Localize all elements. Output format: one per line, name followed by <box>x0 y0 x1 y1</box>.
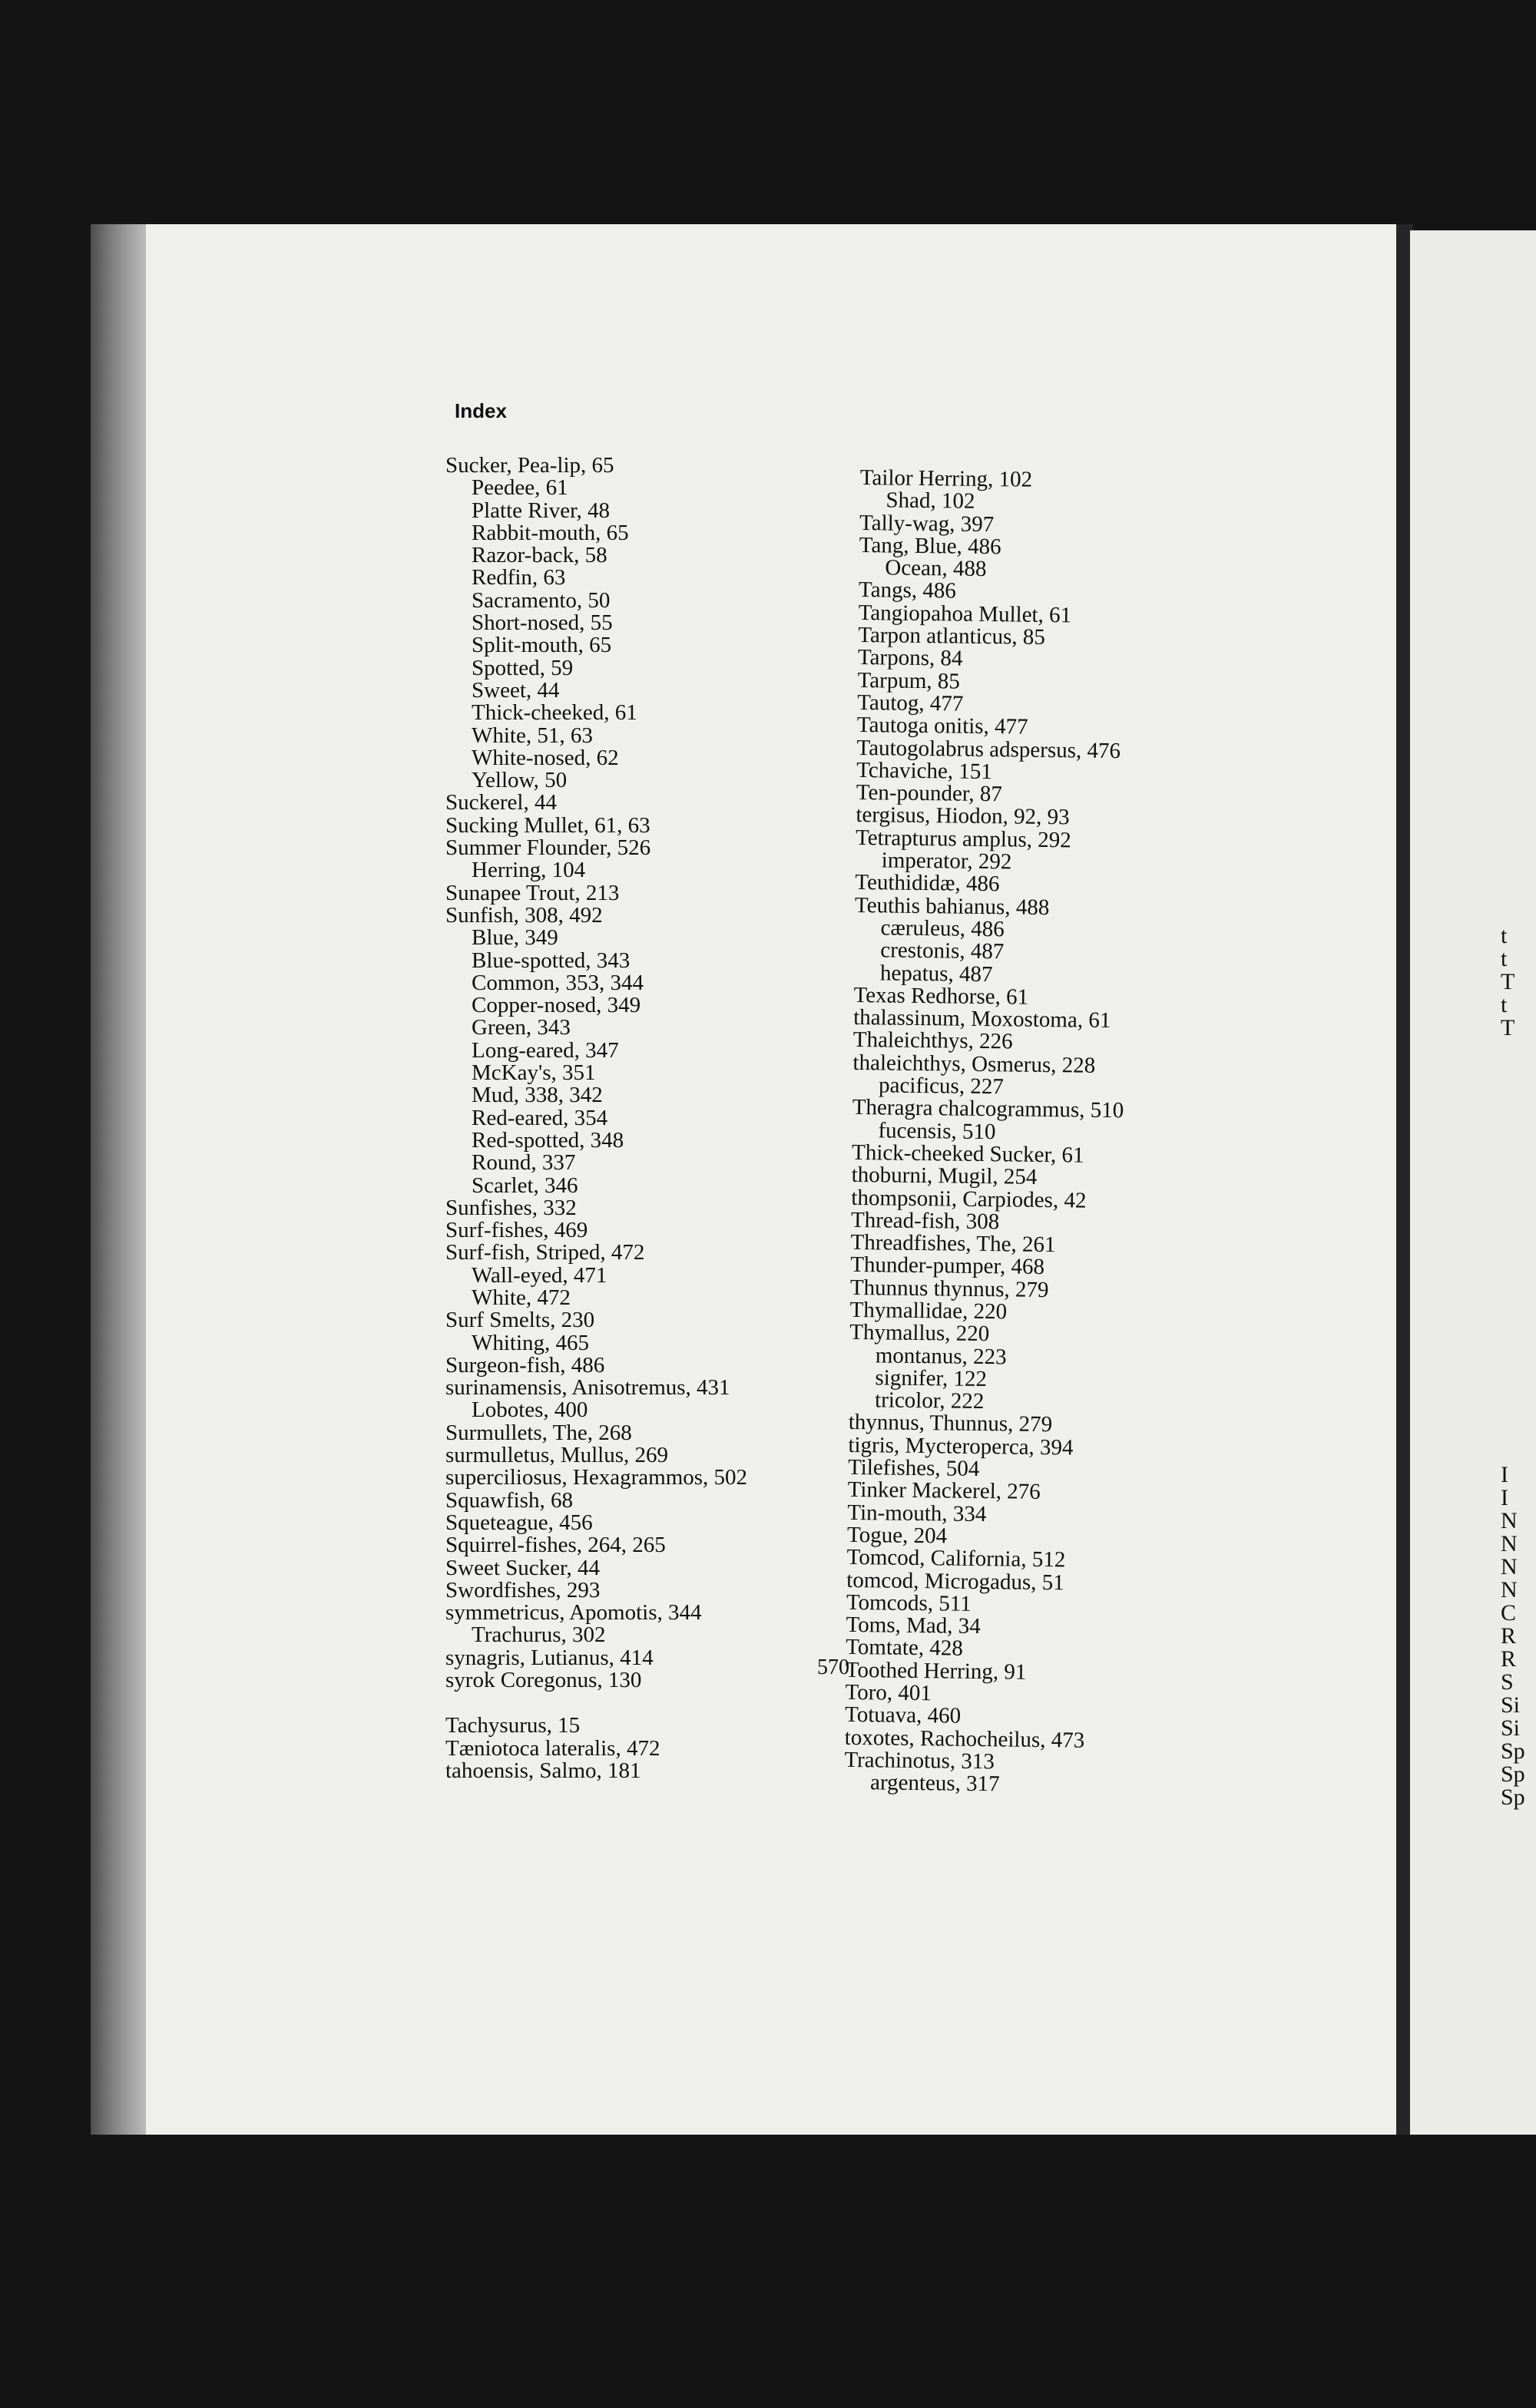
next-page-text-top <box>1501 925 1514 1040</box>
index-entry: Toro, 401 <box>845 1679 932 1706</box>
next-page-letter: t <box>1501 923 1508 948</box>
index-entry: Sweet Sucker, 44 <box>445 1555 600 1580</box>
index-entry: Tæniotoca lateralis, 472 <box>445 1735 660 1761</box>
index-subentry: tricolor, 222 <box>874 1388 985 1414</box>
index-entry: Squawfish, 68 <box>445 1487 573 1513</box>
index-entry: tahoensis, Salmo, 181 <box>445 1758 641 1783</box>
index-subentry: Blue, 349 <box>472 925 558 951</box>
next-page-letter: N <box>1501 1531 1518 1556</box>
index-subentry: imperator, 292 <box>881 848 1012 875</box>
index-entry: Ten-pounder, 87 <box>856 780 1003 807</box>
index-entry: Tarpon atlanticus, 85 <box>858 623 1046 650</box>
next-page-letter: Sp <box>1501 1761 1525 1787</box>
index-subentry: White, 472 <box>472 1285 571 1310</box>
index-subentry: Short-nosed, 55 <box>472 610 613 636</box>
index-entry: Toothed Herring, 91 <box>845 1657 1027 1685</box>
index-entry: Thaleichthys, 226 <box>852 1027 1013 1054</box>
page-header: Index <box>455 399 507 422</box>
index-entry: Tarpons, 84 <box>857 645 963 672</box>
index-subentry: Rabbit-mouth, 65 <box>472 520 629 545</box>
index-entry: Tachysurus, 15 <box>445 1713 581 1738</box>
index-entry: Surmullets, The, 268 <box>445 1420 632 1445</box>
index-subentry: Lobotes, 400 <box>472 1398 588 1423</box>
index-subentry: Platte River, 48 <box>472 498 611 523</box>
index-entry: Thymallus, 220 <box>849 1320 990 1347</box>
index-entry: tigris, Mycteroperca, 394 <box>848 1432 1074 1460</box>
index-entry: Surf-fish, Striped, 472 <box>445 1240 645 1265</box>
index-entry: Tailor Herring, 102 <box>859 465 1033 492</box>
index-subentry: Mud, 338, 342 <box>472 1083 603 1108</box>
index-column-right <box>844 467 1290 1799</box>
index-entry: Tarpum, 85 <box>857 667 961 694</box>
next-page-letter: t <box>1501 946 1508 971</box>
index-subentry: Red-eared, 354 <box>472 1105 608 1130</box>
index-subentry: signifer, 122 <box>875 1365 988 1391</box>
next-page-letter: T <box>1501 1015 1515 1040</box>
index-entry: thynnus, Thunnus, 279 <box>848 1410 1053 1437</box>
next-page-text-bottom <box>1501 1464 1525 1809</box>
index-entry: Thunder-pumper, 468 <box>850 1252 1045 1280</box>
index-subentry: Sweet, 44 <box>472 677 560 703</box>
index-entry: Trachinotus, 313 <box>844 1747 995 1775</box>
index-subentry: Red-spotted, 348 <box>472 1127 624 1153</box>
index-entry: Thymallidae, 220 <box>849 1297 1008 1325</box>
index-entry: Tomtate, 428 <box>846 1635 964 1662</box>
index-subentry: Ocean, 488 <box>885 555 987 582</box>
index-entry: Tangiopahoa Mullet, 61 <box>858 600 1072 628</box>
index-entry: thalassinum, Moxostoma, 61 <box>853 1005 1111 1034</box>
index-subentry: Shad, 102 <box>886 488 975 514</box>
index-entry: syrok Coregonus, 130 <box>445 1668 642 1693</box>
index-entry: Surgeon-fish, 486 <box>445 1352 605 1378</box>
next-page-letter: Si <box>1501 1715 1521 1741</box>
index-subentry: Long-eared, 347 <box>472 1037 619 1063</box>
next-page-letter: S <box>1501 1669 1514 1695</box>
index-subentry: Whiting, 465 <box>472 1330 590 1355</box>
index-subentry: Round, 337 <box>472 1150 576 1176</box>
index-entry: Tinker Mackerel, 276 <box>847 1477 1041 1505</box>
index-entry: Theragra chalcogrammus, 510 <box>852 1095 1124 1123</box>
index-entry: Surf Smelts, 230 <box>445 1308 595 1333</box>
index-entry: superciliosus, Hexagrammos, 502 <box>445 1465 748 1490</box>
next-page-letter: t <box>1501 992 1508 1017</box>
index-entry: toxotes, Rachocheilus, 473 <box>844 1725 1085 1753</box>
index-entry: tergisus, Hiodon, 92, 93 <box>856 802 1070 830</box>
index-entry: Tetrapturus amplus, 292 <box>855 825 1071 853</box>
next-page-letter: R <box>1501 1623 1517 1649</box>
index-entry: Sunapee Trout, 213 <box>445 880 620 905</box>
index-entry: symmetricus, Apomotis, 344 <box>445 1600 702 1626</box>
index-subentry: Razor-back, 58 <box>472 543 607 568</box>
next-page-letter: N <box>1501 1554 1518 1579</box>
index-subentry: Yellow, 50 <box>472 768 568 793</box>
index-subentry: Copper-nosed, 349 <box>472 993 641 1018</box>
next-page-letter: R <box>1501 1646 1517 1672</box>
next-page-letter: Sp <box>1501 1784 1525 1810</box>
index-subentry: hepatus, 487 <box>879 960 993 987</box>
next-page-letter: N <box>1501 1508 1518 1533</box>
index-entry: Sucking Mullet, 61, 63 <box>445 812 650 838</box>
index-entry: Tchaviche, 151 <box>856 757 993 784</box>
index-entry: Teuthididæ, 486 <box>855 870 1000 897</box>
index-entry: synagris, Lutianus, 414 <box>445 1645 654 1670</box>
index-subentry: Thick-cheeked, 61 <box>472 700 637 726</box>
index-entry: Thick-cheeked Sucker, 61 <box>851 1140 1084 1168</box>
index-subentry: White, 51, 63 <box>472 723 593 748</box>
index-entry: Tomcods, 511 <box>846 1589 972 1616</box>
index-subentry: Trachurus, 302 <box>472 1622 606 1648</box>
index-entry: Teuthis bahianus, 488 <box>854 892 1050 920</box>
next-page-letter: N <box>1501 1577 1518 1603</box>
index-entry: Squeteague, 456 <box>445 1510 593 1535</box>
index-subentry: Split-mouth, 65 <box>472 633 612 658</box>
index-entry: Squirrel-fishes, 264, 265 <box>445 1533 666 1558</box>
next-page-letter: I <box>1501 1485 1508 1510</box>
index-entry: Tally-wag, 397 <box>859 510 995 537</box>
next-page-letter: I <box>1501 1462 1508 1487</box>
index-entry: surinamensis, Anisotremus, 431 <box>445 1375 730 1401</box>
index-subentry: Green, 343 <box>472 1015 571 1040</box>
index-entry: Tin-mouth, 334 <box>847 1500 987 1526</box>
index-section-gap <box>445 1692 876 1715</box>
index-subentry: pacificus, 227 <box>878 1073 1005 1100</box>
index-entry: Tautoga onitis, 477 <box>856 713 1028 739</box>
index-entry: surmulletus, Mullus, 269 <box>445 1443 669 1468</box>
index-entry: Togue, 204 <box>846 1522 948 1549</box>
index-subentry: Herring, 104 <box>472 858 586 883</box>
index-subentry: fucensis, 510 <box>878 1117 996 1144</box>
next-page-letter: Si <box>1501 1692 1521 1718</box>
index-entry: Tautogolabrus adspersus, 476 <box>856 735 1121 763</box>
next-page-letter: Sp <box>1501 1738 1525 1764</box>
index-entry: Sucker, Pea-lip, 65 <box>445 453 614 478</box>
index-entry: Toms, Mad, 34 <box>846 1612 981 1639</box>
index-entry: Tang, Blue, 486 <box>859 532 1001 560</box>
page-number: 570 <box>817 1656 849 1679</box>
index-entry: Threadfishes, The, 261 <box>850 1230 1056 1258</box>
index-column-left <box>445 455 876 1782</box>
index-entry: Sunfishes, 332 <box>445 1195 577 1220</box>
index-entry: Thread-fish, 308 <box>850 1207 1000 1235</box>
index-entry: Suckerel, 44 <box>445 790 557 815</box>
index-subentry: Blue-spotted, 343 <box>472 948 631 973</box>
next-page-letter: C <box>1501 1600 1517 1626</box>
index-subentry: Spotted, 59 <box>472 655 574 680</box>
index-entry: thoburni, Mugil, 254 <box>851 1163 1038 1190</box>
index-entry: tomcod, Microgadus, 51 <box>846 1567 1064 1595</box>
index-subentry: cæruleus, 486 <box>880 915 1005 942</box>
index-entry: Tangs, 486 <box>858 577 957 604</box>
index-subentry: McKay's, 351 <box>472 1060 596 1086</box>
index-subentry: argenteus, 317 <box>869 1770 1000 1797</box>
index-entry: Swordfishes, 293 <box>445 1577 601 1603</box>
index-subentry: Peedee, 61 <box>472 475 568 501</box>
next-page-letter: T <box>1501 969 1515 994</box>
index-entry: Thunnus thynnus, 279 <box>849 1275 1049 1302</box>
index-entry: Totuava, 460 <box>844 1702 962 1729</box>
index-subentry: Wall-eyed, 471 <box>472 1262 607 1288</box>
index-entry: Summer Flounder, 526 <box>445 835 651 861</box>
index-entry: Tilefishes, 504 <box>847 1454 980 1482</box>
index-entry: Tautog, 477 <box>857 690 964 716</box>
index-entry: Surf-fishes, 469 <box>445 1218 588 1243</box>
book-page-edge <box>91 224 154 2135</box>
index-subentry: crestonis, 487 <box>880 938 1005 964</box>
index-entry: thompsonii, Carpiodes, 42 <box>851 1185 1087 1213</box>
index-entry: thaleichthys, Osmerus, 228 <box>852 1050 1096 1078</box>
index-subentry: Common, 353, 344 <box>472 970 644 995</box>
index-entry: Sunfish, 308, 492 <box>445 902 603 928</box>
index-entry: Texas Redhorse, 61 <box>853 982 1029 1010</box>
index-subentry: White-nosed, 62 <box>472 745 619 770</box>
index-subentry: Scarlet, 346 <box>472 1173 578 1198</box>
next-page-fragment <box>1410 230 1536 2135</box>
index-subentry: Redfin, 63 <box>472 565 566 590</box>
index-entry: Tomcod, California, 512 <box>846 1545 1066 1573</box>
index-subentry: Sacramento, 50 <box>472 587 611 613</box>
index-subentry: montanus, 223 <box>875 1342 1007 1369</box>
